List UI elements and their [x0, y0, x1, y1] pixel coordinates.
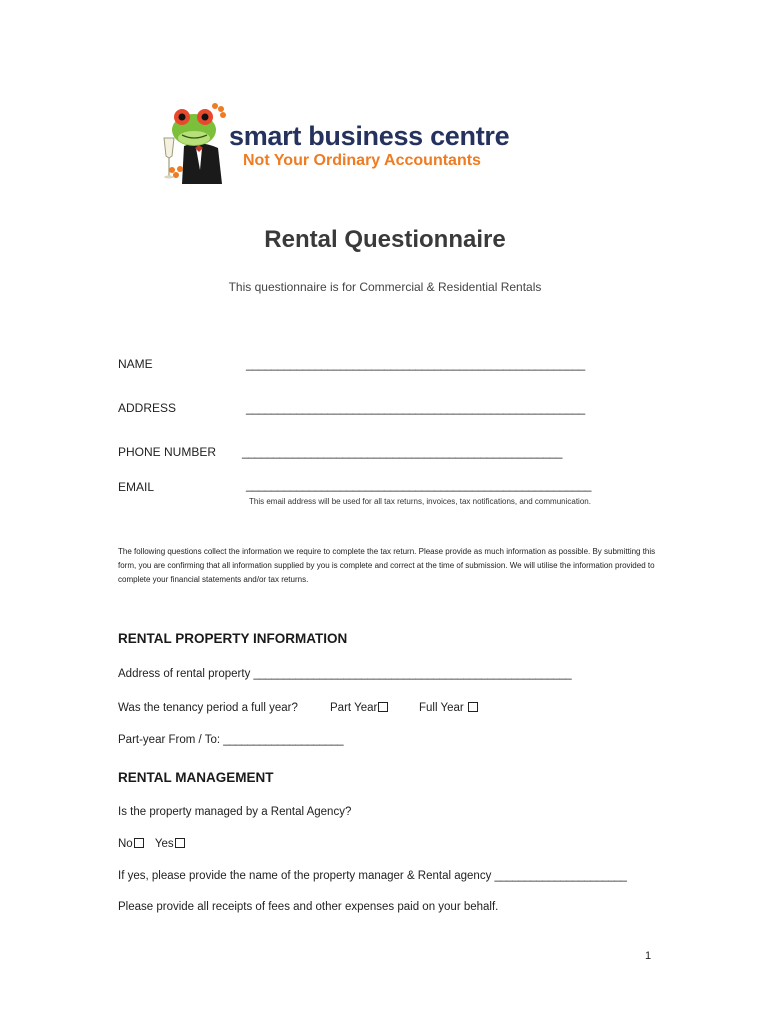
- brand-tagline: Not Your Ordinary Accountants: [243, 152, 481, 169]
- property-address-field[interactable]: _____________________________________________________: [253, 668, 572, 680]
- manager-field[interactable]: ______________________: [494, 870, 627, 882]
- full-year-label: Full Year: [419, 702, 464, 714]
- property-address-label: Address of rental property: [118, 668, 251, 680]
- frog-mascot-icon: [164, 103, 226, 184]
- yes-option[interactable]: [155, 838, 185, 850]
- part-year-label: Part Year: [330, 702, 378, 714]
- no-label: No: [118, 838, 133, 850]
- intro-paragraph: The following questions collect the information we require to complete the tax return. Please provide as much information as possible. By submitting this form, you are confirming that all information supplied by you is complete and correct at the time of submission. We will utilise the information provided to complete your financial statements and/or tax returns.: [118, 547, 656, 584]
- tenancy-question: Was the tenancy period a full year?: [118, 702, 298, 714]
- brand-name: smart business centre: [229, 121, 510, 151]
- agency-question: Is the property managed by a Rental Agency?: [118, 806, 352, 818]
- no-checkbox[interactable]: [134, 838, 144, 848]
- address-label: ADDRESS: [118, 401, 177, 415]
- part-year-dates-row: [118, 734, 343, 746]
- receipts-instruction: Please provide all receipts of fees and other expenses paid on your behalf.: [118, 901, 499, 913]
- page-number: 1: [645, 950, 652, 962]
- agency-answer-row: [118, 838, 185, 850]
- email-label: EMAIL: [118, 480, 155, 494]
- manager-question: If yes, please provide the name of the property manager & Rental agency: [118, 870, 492, 882]
- full-year-checkbox[interactable]: [468, 702, 478, 712]
- email-note: This email address will be used for all tax returns, invoices, tax notifications, and communication.: [249, 497, 591, 506]
- page-subtitle: This questionnaire is for Commercial & Residential Rentals: [228, 280, 542, 294]
- yes-label: Yes: [154, 838, 174, 850]
- email-field[interactable]: _______________________________________________________: [246, 478, 592, 492]
- phone-field[interactable]: ___________________________________________________: [242, 445, 562, 459]
- part-year-dates-field[interactable]: ____________________: [223, 734, 344, 746]
- address-field[interactable]: ______________________________________________________: [246, 401, 585, 415]
- rental-property-heading: RENTAL PROPERTY INFORMATION: [118, 631, 348, 646]
- part-year-checkbox[interactable]: [378, 702, 388, 712]
- manager-row: [118, 870, 626, 882]
- name-field[interactable]: ______________________________________________________: [246, 357, 585, 371]
- page-title: Rental Questionnaire: [264, 226, 506, 253]
- part-year-option[interactable]: [330, 702, 388, 714]
- yes-checkbox[interactable]: [175, 838, 185, 848]
- part-year-dates-label: Part-year From / To:: [118, 734, 221, 746]
- rental-management-heading: RENTAL MANAGEMENT: [118, 770, 274, 785]
- no-option[interactable]: [118, 838, 144, 850]
- phone-label: PHONE NUMBER: [118, 445, 217, 459]
- property-address-row: [118, 668, 571, 680]
- name-label: NAME: [118, 357, 153, 371]
- full-year-option[interactable]: [419, 702, 478, 714]
